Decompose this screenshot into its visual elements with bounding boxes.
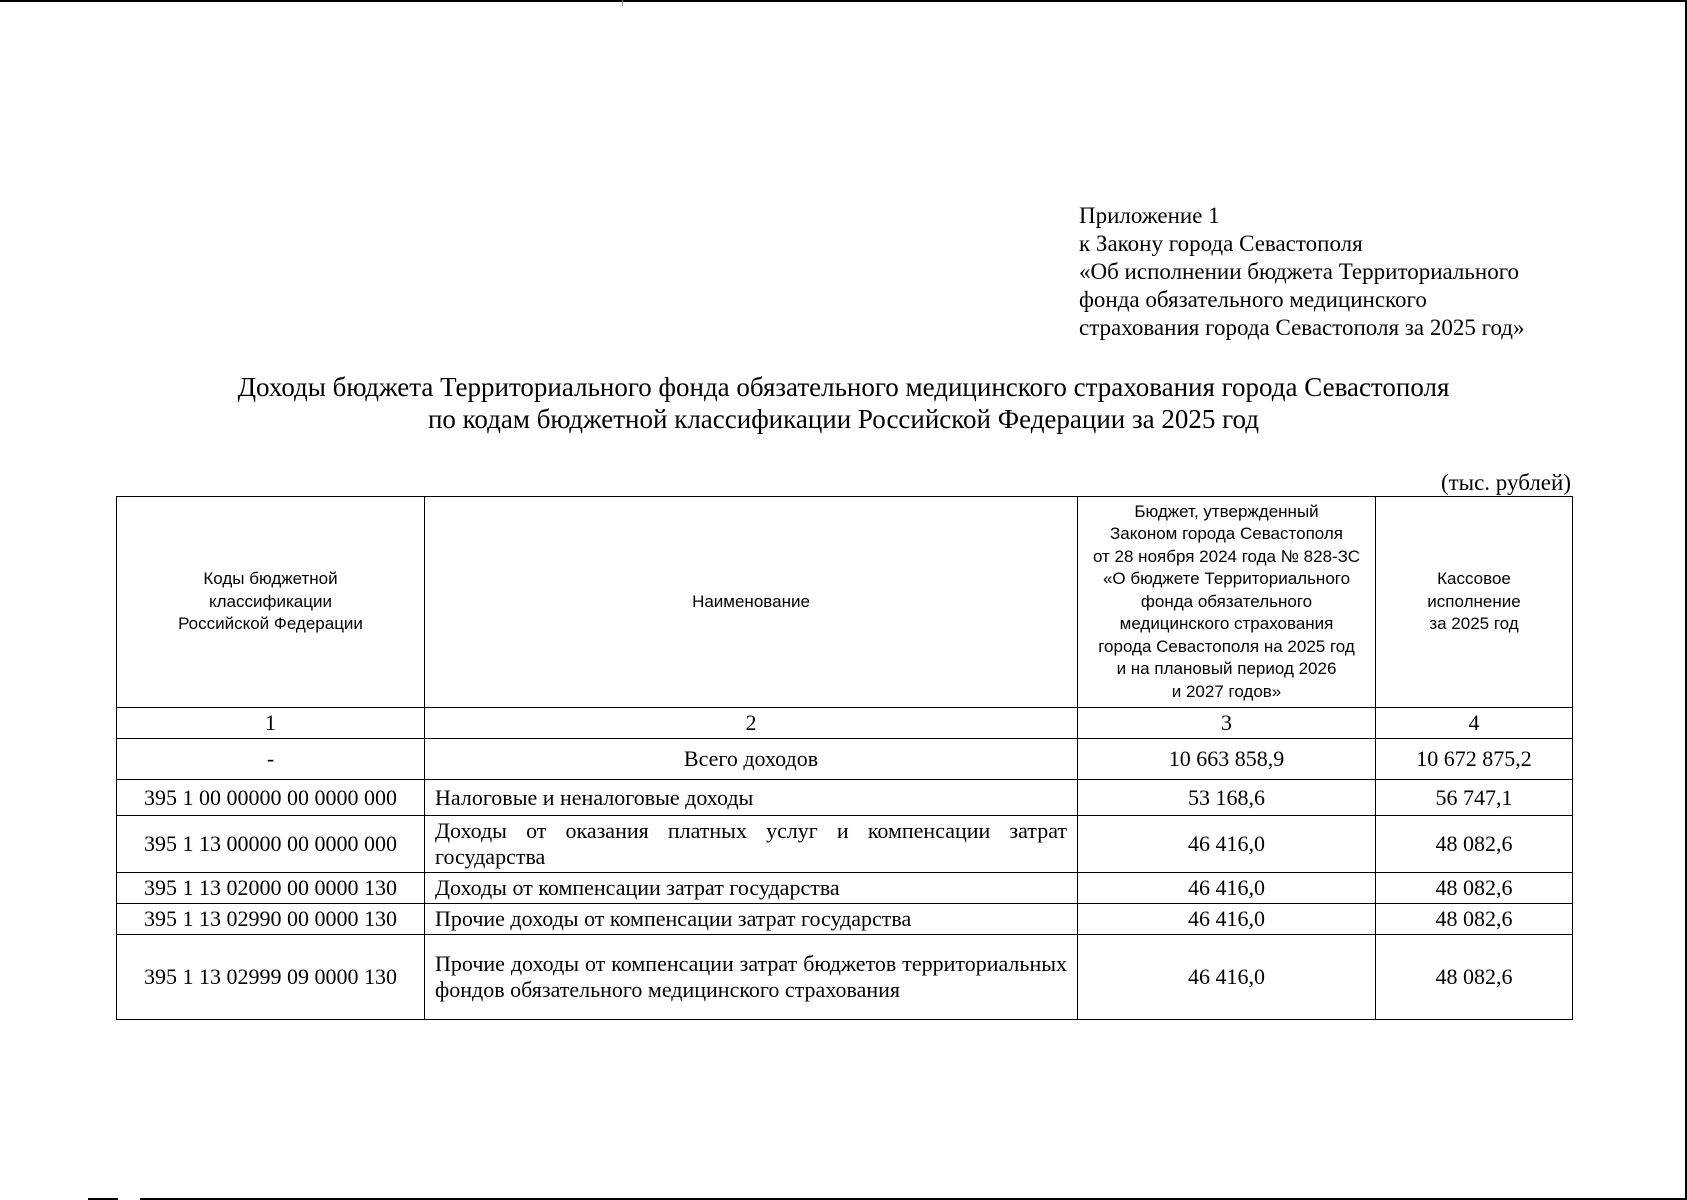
scan-mark (622, 0, 623, 6)
header-line: фонда обязательного (1140, 591, 1313, 611)
column-number: 1 (117, 708, 425, 739)
approved-amount-cell: 46 416,0 (1078, 904, 1376, 935)
column-number: 2 (425, 708, 1078, 739)
header-line: за 2025 год (1429, 614, 1519, 634)
header-line: Наименование (692, 591, 810, 611)
appendix-line: страхования города Севастополя за 2025 год» (1079, 315, 1525, 340)
header-name (425, 497, 1078, 708)
income-name-cell: Прочие доходы от компенсации затрат государства (425, 904, 1078, 935)
appendix-block (1079, 202, 1525, 342)
approved-amount-cell: 46 416,0 (1078, 816, 1376, 873)
header-line: исполнение (1427, 591, 1521, 611)
header-line: Законом города Севастополя (1110, 524, 1343, 544)
table-header-row (117, 497, 1573, 708)
header-execution (1376, 497, 1573, 708)
budget-code-cell: 395 1 13 02990 00 0000 130 (117, 904, 425, 935)
executed-amount-cell: 48 082,6 (1376, 816, 1573, 873)
approved-amount-cell: 46 416,0 (1078, 873, 1376, 904)
appendix-line: фонда обязательного медицинского (1079, 287, 1427, 312)
table-row (117, 780, 1573, 816)
executed-amount-cell: 48 082,6 (1376, 935, 1573, 1020)
budget-code-cell: 395 1 00 00000 00 0000 000 (117, 780, 425, 816)
header-line: Российской Федерации (178, 614, 363, 634)
approved-amount-cell: 10 663 858,9 (1078, 739, 1376, 780)
income-name-cell: Доходы от оказания платных услуг и компенсации затрат государства (425, 816, 1078, 873)
column-number: 4 (1376, 708, 1573, 739)
income-name-cell: Доходы от компенсации затрат государства (425, 873, 1078, 904)
table-row-total (117, 739, 1573, 780)
header-line: медицинского страхования (1119, 614, 1334, 634)
document-title (0, 371, 1687, 435)
header-codes (117, 497, 425, 708)
header-approved-budget (1078, 497, 1376, 708)
header-line: Бюджет, утвержденный (1134, 501, 1319, 521)
executed-amount-cell: 56 747,1 (1376, 780, 1573, 816)
document-title-line-2: по кодам бюджетной классификации Российской Федерации за 2025 год (427, 404, 1260, 434)
income-name-cell: Всего доходов (425, 739, 1078, 780)
budget-code-cell: 395 1 13 02999 09 0000 130 (117, 935, 425, 1020)
budget-code-cell: - (117, 739, 425, 780)
page-border-top (0, 0, 1687, 2)
appendix-line: Приложение 1 (1079, 203, 1220, 228)
table-row (117, 816, 1573, 873)
income-table (116, 496, 1573, 1020)
table-row (117, 873, 1573, 904)
appendix-line: «Об исполнении бюджета Территориального (1079, 259, 1520, 284)
unit-label: (тыс. рублей) (1440, 470, 1571, 495)
approved-amount-cell: 46 416,0 (1078, 935, 1376, 1020)
header-line: города Севастополя на 2025 год (1098, 636, 1355, 656)
executed-amount-cell: 48 082,6 (1376, 904, 1573, 935)
income-name-cell: Налоговые и неналоговые доходы (425, 780, 1078, 816)
table-row (117, 904, 1573, 935)
appendix-line: к Закону города Севастополя (1079, 231, 1363, 256)
header-line: классификации (209, 591, 332, 611)
income-name-cell: Прочие доходы от компенсации затрат бюджетов территориальных фондов обязательного медицинского страхования (425, 935, 1078, 1020)
header-line: «О бюджете Территориального (1102, 569, 1351, 589)
header-line: Кассовое (1437, 569, 1511, 589)
budget-code-cell: 395 1 13 02000 00 0000 130 (117, 873, 425, 904)
approved-amount-cell: 53 168,6 (1078, 780, 1376, 816)
header-line: и на плановый период 2026 (1116, 659, 1337, 679)
document-title-line-1: Доходы бюджета Территориального фонда обязательного медицинского страхования города Севастополя (237, 372, 1450, 402)
executed-amount-cell: 10 672 875,2 (1376, 739, 1573, 780)
table-row (117, 935, 1573, 1020)
header-line: от 28 ноября 2024 года № 828-ЗС (1092, 546, 1361, 566)
header-line: Коды бюджетной (203, 569, 338, 589)
header-line: и 2027 годов» (1171, 681, 1282, 701)
column-number: 3 (1078, 708, 1376, 739)
executed-amount-cell: 48 082,6 (1376, 873, 1573, 904)
column-number-row (117, 708, 1573, 739)
budget-code-cell: 395 1 13 00000 00 0000 000 (117, 816, 425, 873)
